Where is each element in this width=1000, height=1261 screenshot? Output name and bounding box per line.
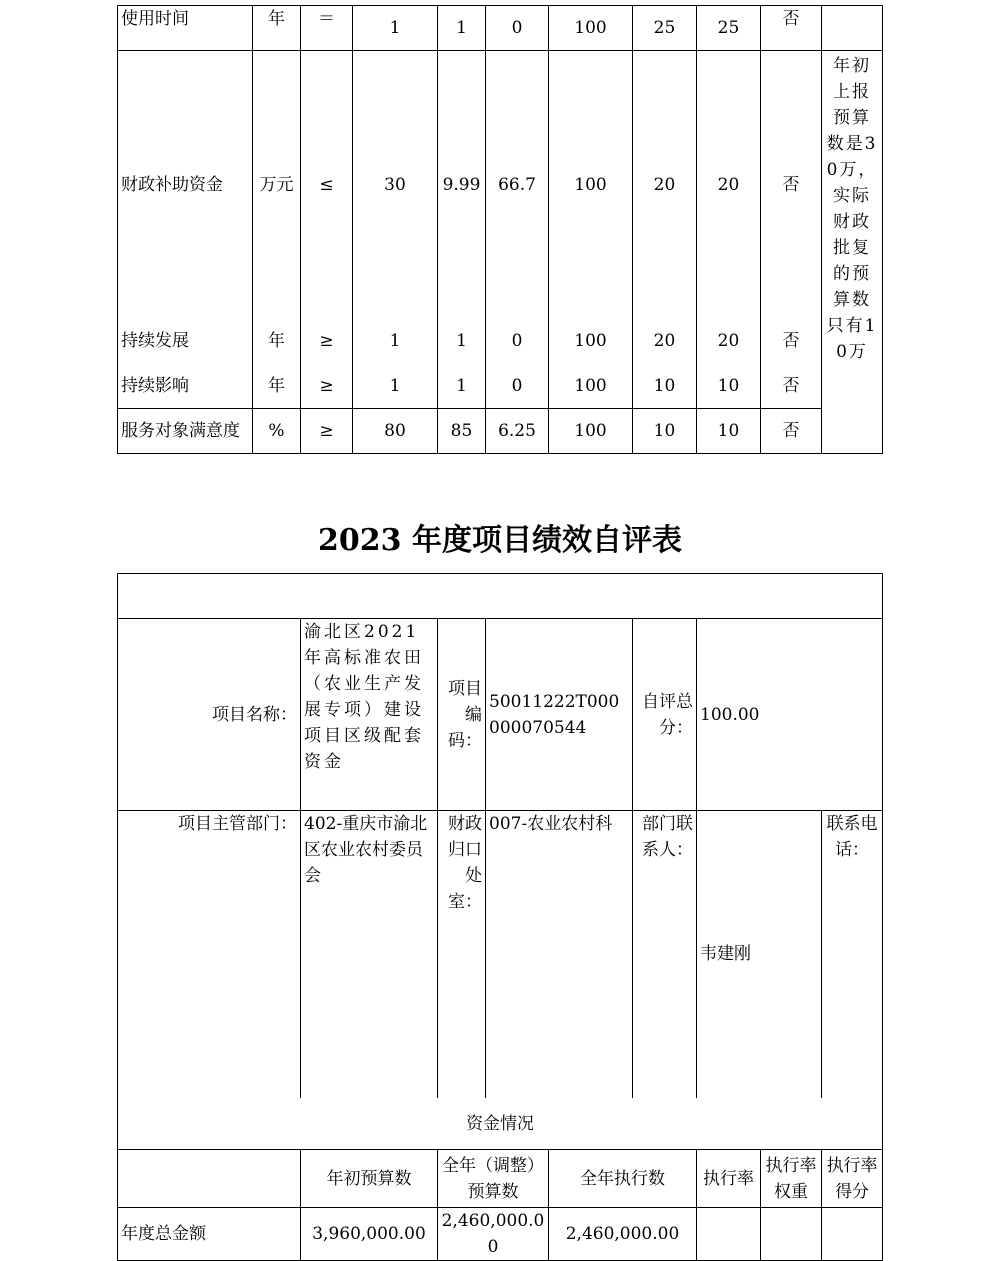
indicator-actual: 1 <box>438 364 486 409</box>
funds-total-row <box>118 1208 883 1261</box>
project-name-label: 项目名称： <box>118 619 301 811</box>
project-code-value: 50011222T000000070544 <box>486 619 633 811</box>
indicator-flag: 否 <box>761 51 822 319</box>
initial-budget-header: 年初预算数 <box>301 1150 438 1208</box>
remark-note: 年初上报预算数是30万，实际财政批复的预算数只有10万 <box>826 56 878 362</box>
indicator-unit: % <box>253 409 301 454</box>
table-row <box>118 409 883 454</box>
indicator-deviation: 0 <box>486 319 549 364</box>
self-evaluation-form <box>117 573 883 1261</box>
indicator-weight: 10 <box>633 409 697 454</box>
indicator-score: 10 <box>697 409 761 454</box>
indicator-score: 10 <box>697 364 761 409</box>
total-initial-value: 3,960,000.00 <box>301 1208 438 1261</box>
indicator-full-score: 100 <box>549 51 633 319</box>
total-rate-weight-value <box>761 1208 822 1261</box>
indicator-target: 1 <box>353 364 438 409</box>
indicator-full-score: 100 <box>549 6 633 51</box>
total-adjusted-value: 2,460,000.00 <box>438 1208 549 1261</box>
execution-rate-weight-header: 执行率权重 <box>761 1150 822 1208</box>
indicator-target: 80 <box>353 409 438 454</box>
indicator-remark <box>822 409 883 454</box>
total-executed-value: 2,460,000.00 <box>549 1208 697 1261</box>
execution-rate-score-header: 执行率得分 <box>822 1150 883 1208</box>
indicator-deviation: 0 <box>486 364 549 409</box>
executed-header: 全年执行数 <box>549 1150 697 1208</box>
table-row <box>118 319 883 364</box>
table-row <box>118 51 883 319</box>
indicator-unit: 年 <box>253 319 301 364</box>
indicator-weight: 20 <box>633 319 697 364</box>
indicator-unit: 年 <box>253 6 301 51</box>
indicator-unit: 万元 <box>253 51 301 319</box>
indicator-name: 使用时间 <box>118 6 253 51</box>
total-amount-label: 年度总金额 <box>118 1208 301 1261</box>
indicator-actual: 85 <box>438 409 486 454</box>
indicator-name: 服务对象满意度 <box>118 409 253 454</box>
form-row-project <box>118 619 883 811</box>
total-rate-score-value <box>822 1208 883 1261</box>
project-code-label: 项目编码： <box>438 619 486 811</box>
indicator-operator: ≥ <box>301 319 353 364</box>
indicator-flag: 否 <box>761 319 822 364</box>
indicator-score: 20 <box>697 319 761 364</box>
finance-office-label: 财政归口处室： <box>438 811 486 1098</box>
project-name-value: 渝北区2021年高标准农田（农业生产发展专项）建设项目区级配套资金 <box>301 619 438 811</box>
funds-section-title: 资金情况 <box>118 1098 883 1150</box>
performance-indicator-table <box>117 5 883 454</box>
execution-rate-header: 执行率 <box>697 1150 761 1208</box>
form-row-department <box>118 811 883 1098</box>
table-row <box>118 6 883 51</box>
indicator-operator: ≥ <box>301 409 353 454</box>
indicator-flag: 否 <box>761 409 822 454</box>
indicator-weight: 20 <box>633 51 697 319</box>
indicator-deviation: 6.25 <box>486 409 549 454</box>
indicator-name: 持续影响 <box>118 364 253 409</box>
form-blank-row <box>118 574 883 619</box>
indicator-remark <box>822 6 883 51</box>
indicator-name: 财政补助资金 <box>118 51 253 319</box>
self-score-value: 100.00 <box>697 619 883 811</box>
indicator-target: 1 <box>353 319 438 364</box>
contact-value: 韦建刚 <box>697 811 822 1098</box>
department-label: 项目主管部门： <box>118 811 301 1098</box>
finance-office-value: 007-农业农村科 <box>486 811 633 1098</box>
indicator-unit: 年 <box>253 364 301 409</box>
self-score-label: 自评总分： <box>633 619 697 811</box>
indicator-score: 20 <box>697 51 761 319</box>
indicator-score: 25 <box>697 6 761 51</box>
indicator-full-score: 100 <box>549 319 633 364</box>
indicator-full-score: 100 <box>549 364 633 409</box>
funds-section-row <box>118 1098 883 1150</box>
indicator-flag: 否 <box>761 364 822 409</box>
indicator-name: 持续发展 <box>118 319 253 364</box>
indicator-target: 1 <box>353 6 438 51</box>
indicator-operator: ≥ <box>301 364 353 409</box>
indicator-actual: 1 <box>438 6 486 51</box>
contact-label: 部门联系人： <box>633 811 697 1098</box>
indicator-flag: 否 <box>761 6 822 51</box>
indicator-operator: ＝ <box>301 6 353 51</box>
indicator-target: 30 <box>353 51 438 319</box>
indicator-weight: 25 <box>633 6 697 51</box>
indicator-deviation: 0 <box>486 6 549 51</box>
indicator-operator: ≤ <box>301 51 353 319</box>
funds-header-row <box>118 1150 883 1208</box>
indicator-actual: 1 <box>438 319 486 364</box>
total-rate-value <box>697 1208 761 1261</box>
table-row <box>118 364 883 409</box>
indicator-deviation: 66.7 <box>486 51 549 319</box>
page-title: 2023 年度项目绩效自评表 <box>318 523 682 558</box>
indicator-weight: 10 <box>633 364 697 409</box>
indicator-full-score: 100 <box>549 409 633 454</box>
department-value: 402-重庆市渝北区农业农村委员会 <box>301 811 438 1098</box>
adjusted-budget-header: 全年（调整）预算数 <box>438 1150 549 1208</box>
phone-label: 联系电话： <box>822 811 883 1098</box>
indicator-actual: 9.99 <box>438 51 486 319</box>
